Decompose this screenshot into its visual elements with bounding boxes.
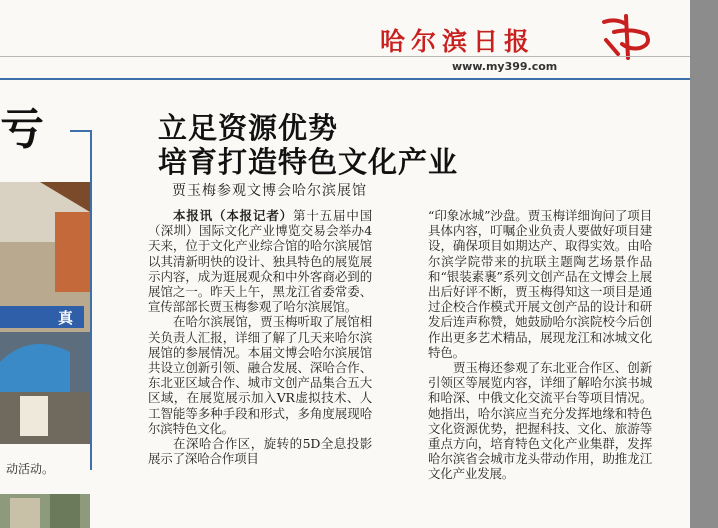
article-column-2 — [428, 208, 652, 482]
article-title-line2: 培育打造特色文化产业 — [158, 145, 459, 179]
article-paragraph: 在深哈合作区，旋转的5D全息投影展示了深哈合作项目 — [148, 436, 372, 467]
photo-frame-right — [90, 130, 92, 470]
masthead-title: 哈尔滨日报 — [380, 27, 536, 56]
article-paragraph — [148, 208, 372, 314]
article-text: 第十五届中国（深圳）国际文化产业博览交易会举办4天来，位于文化产业综合馆的哈尔滨展馆以其清新明快的设计、独具特色的展览展示内容，成为逛展观众和中外客商必到的展馆之一。昨天上午，黑龙江省委常委、宣传部部长贾玉梅参观了哈尔滨展馆。 — [148, 208, 372, 315]
masthead-url: www.my399.com — [452, 60, 558, 73]
article-paragraph: 在哈尔滨展馆，贾玉梅听取了展馆相关负责人汇报，详细了解了几天来哈尔滨展馆的参展情况。本届文博会哈尔滨展馆共设立创新引领、融合发展、深哈合作、东北亚区域合作、城市文创产品集合五大区域，在展览展示加入VR虚拟技术、人工智能等多种手段和形式，多角度展现哈尔滨特色文化。 — [148, 314, 372, 436]
previous-story-photo — [0, 182, 90, 444]
newspaper-logo-icon — [596, 14, 656, 60]
photo-frame-top — [70, 130, 92, 132]
article-paragraph: “印象冰城”沙盘。贾玉梅详细询问了项目具体内容，叮嘱企业负责人要做好项目建设，确保项目如期达产、取得实效。由哈尔滨学院带来的抗联主题陶艺场景作品和“银装素裹”系列文创产品在文博会上展出后好评不断，贾玉梅得知这一项目是通过企校合作模式开展文创产品的设计和研发后连声称赞，她鼓励哈尔滨院校今后创作出更多艺术精品，展现龙江和冰城文化特色。 — [428, 208, 652, 360]
previous-story-headline: 亏 — [0, 104, 44, 155]
previous-story-photo-2 — [0, 494, 90, 528]
section-divider — [0, 78, 690, 80]
photo-sign-text: 真 — [58, 309, 74, 327]
article-subtitle: 贾玉梅参观文博会哈尔滨展馆 — [172, 183, 367, 199]
scan-margin — [690, 0, 718, 528]
photo-caption: 动活动。 — [6, 462, 55, 476]
article-column-1 — [148, 208, 372, 466]
article-lead: 本报讯（本报记者） — [173, 208, 294, 223]
masthead-rule — [0, 56, 690, 57]
article-paragraph: 贾玉梅还参观了东北亚合作区、创新引领区等展览内容，详细了解哈尔滨书城和哈深、中俄文化交流平台等项目情况。她指出，哈尔滨应当充分发挥地缘和特色文化资源优势，把握科技、文化、旅游等重点方向，培育特色文化产业集群，发挥哈尔滨省会城市龙头带动作用，助推龙江文化产业发展。 — [428, 360, 652, 482]
article-title-line1: 立足资源优势 — [158, 111, 339, 145]
